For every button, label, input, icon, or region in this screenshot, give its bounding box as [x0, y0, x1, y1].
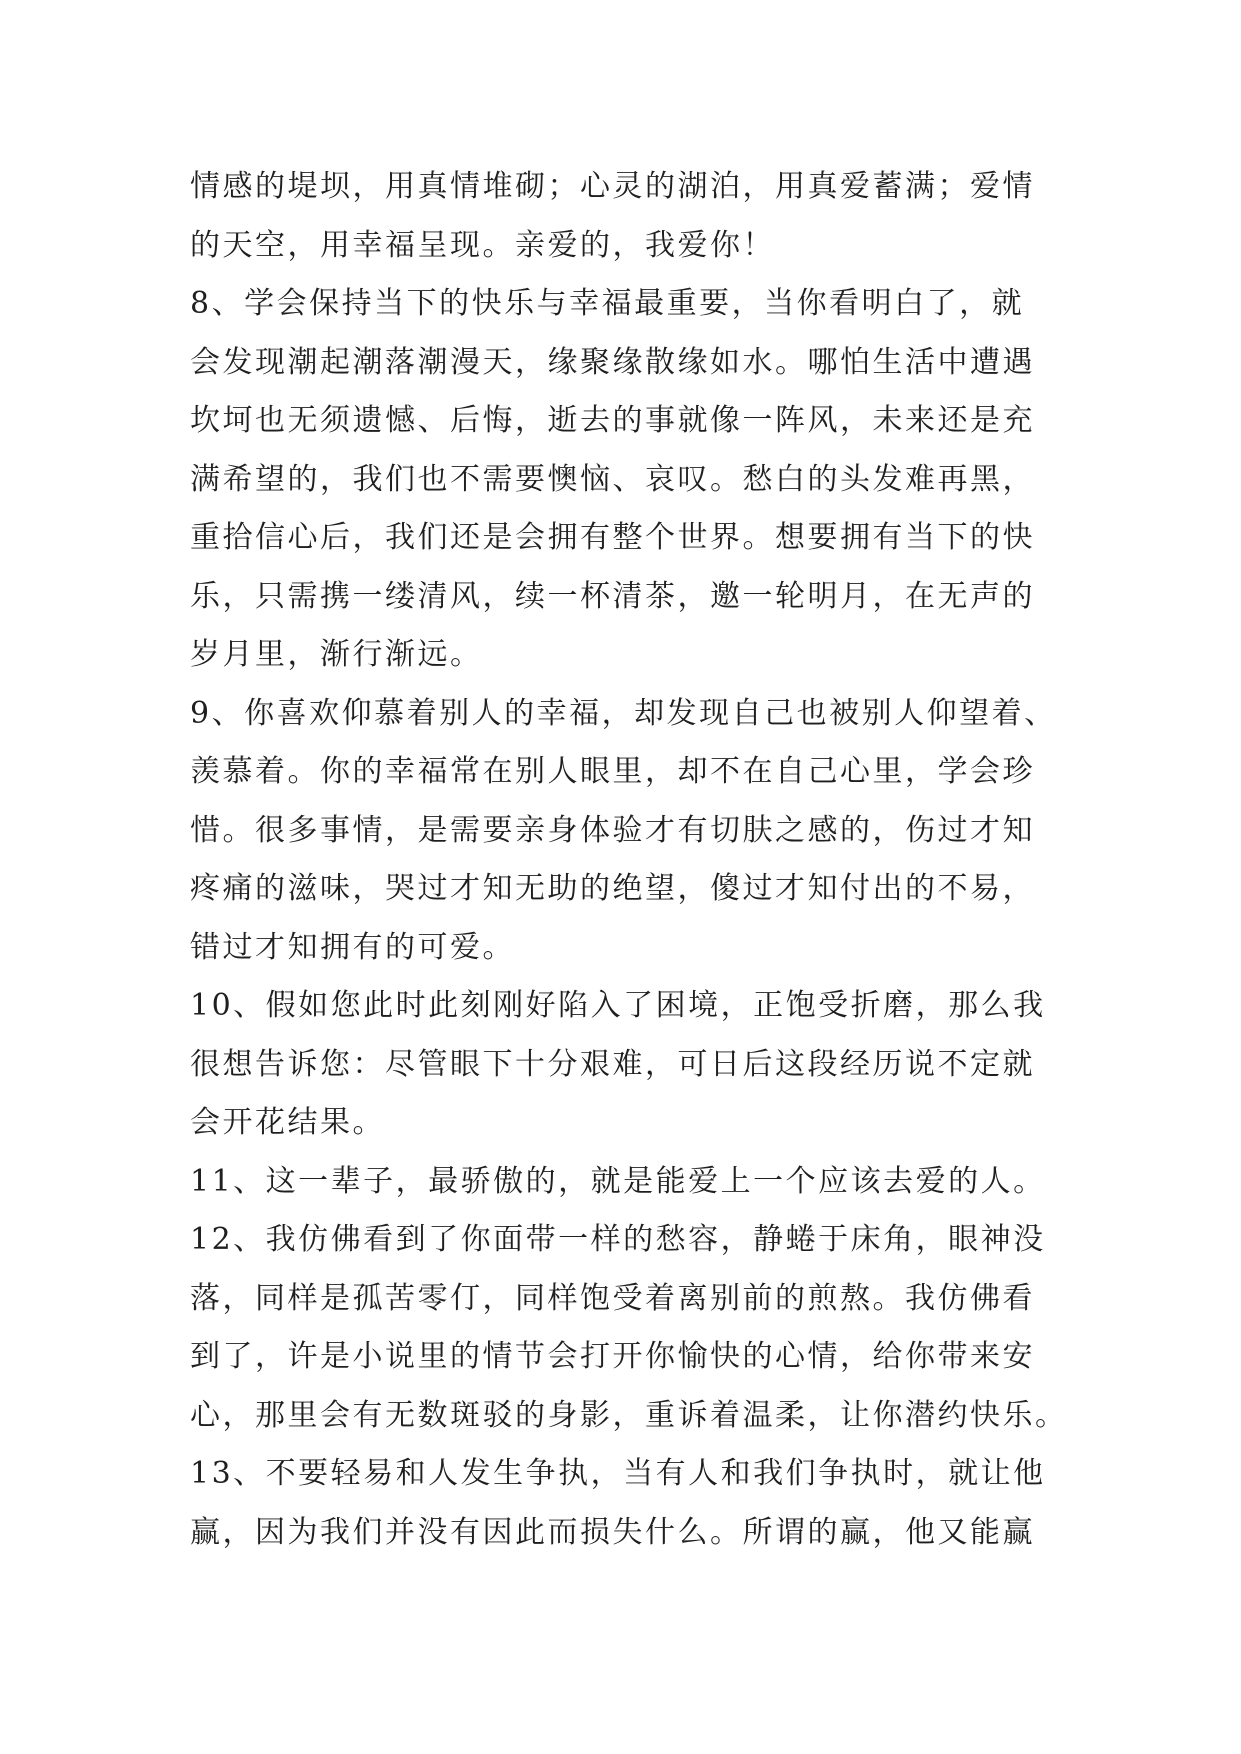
text-line: 10、假如您此时此刻刚好陷入了困境，正饱受折磨，那么我 — [190, 988, 1046, 1023]
text-line: 会发现潮起潮落潮漫天，缘聚缘散缘如水。哪怕生活中遭遇 — [190, 344, 1035, 380]
text-line: 羡慕着。你的幸福常在别人眼里，却不在自己心里，学会珍 — [190, 754, 1035, 789]
text-line: 情感的堤坝，用真情堆砌；心灵的湖泊，用真爱蓄满；爱情 — [190, 169, 1035, 204]
text-line: 9、你喜欢仰慕着别人的幸福，却发现自己也被别人仰望着、 — [190, 695, 1057, 731]
text-line: 重拾信心后，我们还是会拥有整个世界。想要拥有当下的快 — [190, 520, 1035, 555]
text-line: 11、这一辈子，最骄傲的，就是能爱上一个应该去爱的人。 — [190, 1163, 1046, 1199]
text-line: 很想告诉您：尽管眼下十分艰难，可日后这段经历说不定就 — [190, 1046, 1035, 1082]
body-text — [190, 158, 1070, 1562]
text-line: 乐，只需携一缕清风，续一杯清茶，邀一轮明月，在无声的 — [190, 578, 1035, 614]
text-line: 疼痛的滋味，哭过才知无助的绝望，傻过才知付出的不易， — [190, 871, 1035, 906]
text-line: 坎坷也无须遗憾、后悔，逝去的事就像一阵风，未来还是充 — [190, 403, 1035, 438]
text-line: 到了，许是小说里的情节会打开你愉快的心情，给你带来安 — [190, 1339, 1035, 1374]
text-line: 岁月里，渐行渐远。 — [190, 637, 483, 672]
text-line: 满希望的，我们也不需要懊恼、哀叹。愁白的头发难再黑， — [190, 461, 1035, 497]
text-line: 13、不要轻易和人发生争执，当有人和我们争执时，就让他 — [190, 1456, 1046, 1491]
text-line: 错过才知拥有的可爱。 — [190, 929, 515, 965]
text-line: 12、我仿佛看到了你面带一样的愁容，静蜷于床角，眼神没 — [190, 1222, 1046, 1257]
text-line: 落，同样是孤苦零仃，同样饱受着离别前的煎熬。我仿佛看 — [190, 1280, 1035, 1316]
text-line: 惜。很多事情，是需要亲身体验才有切肤之感的，伤过才知 — [190, 812, 1035, 848]
text-line: 赢，因为我们并没有因此而损失什么。所谓的赢，他又能赢 — [190, 1514, 1035, 1550]
text-line: 8、学会保持当下的快乐与幸福最重要，当你看明白了，就 — [190, 286, 1025, 321]
text-line: 的天空，用幸福呈现。亲爱的，我爱你！ — [190, 227, 775, 263]
text-line: 会开花结果。 — [190, 1105, 385, 1140]
text-line: 心，那里会有无数斑驳的身影，重诉着温柔，让你潜约快乐。 — [190, 1397, 1068, 1433]
